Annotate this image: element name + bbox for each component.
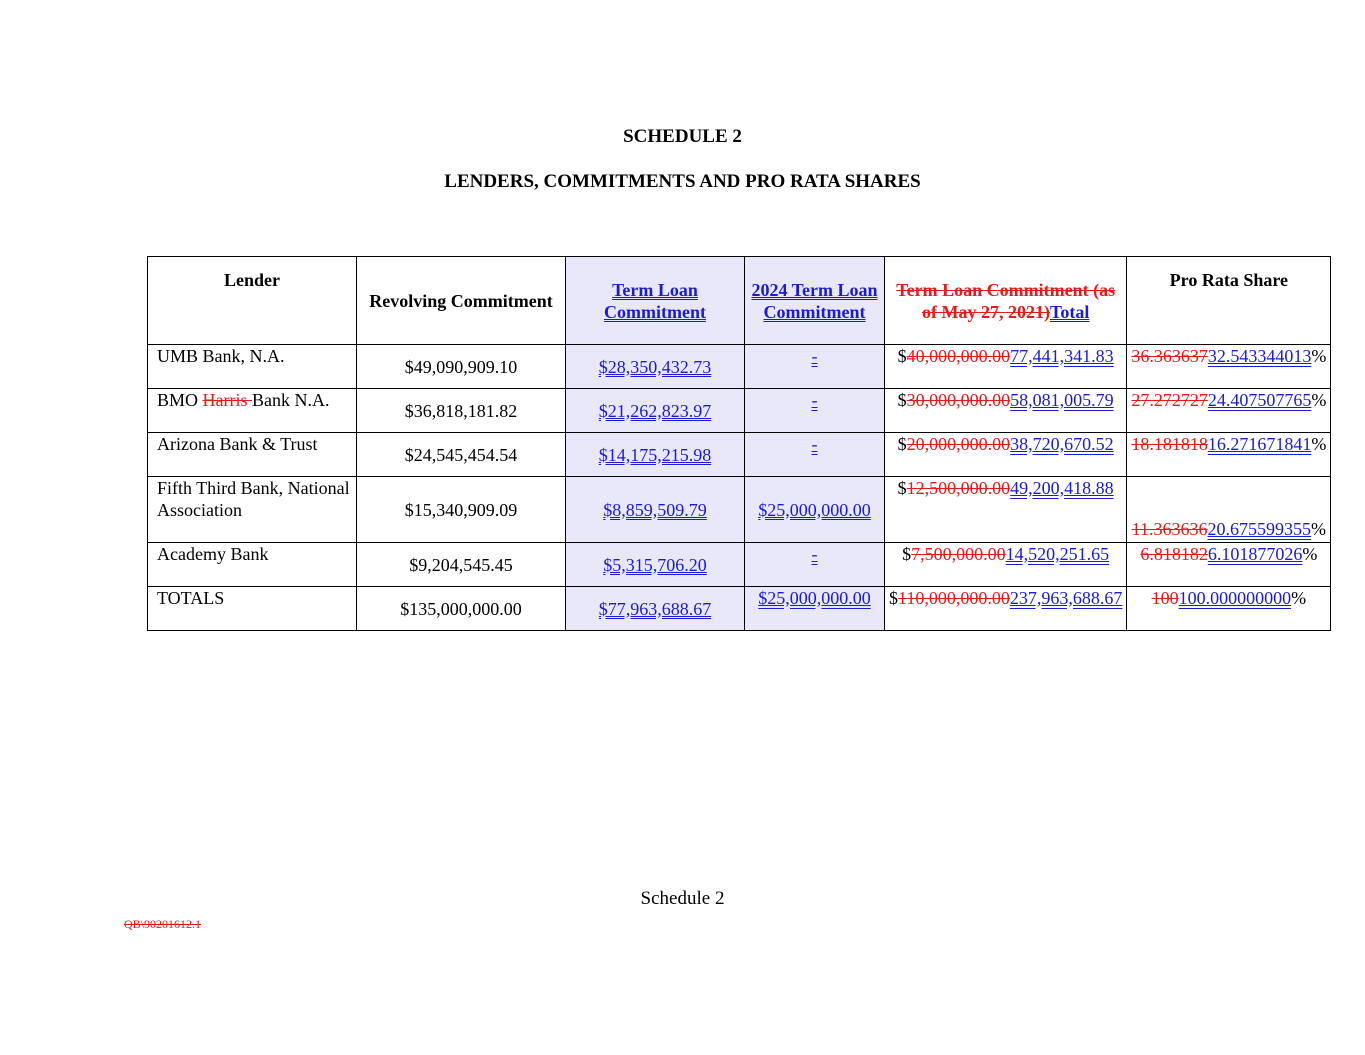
term-2024-value: - [811,434,818,454]
lenders-table [147,256,1331,631]
term-2024-value: - [811,544,818,564]
table-row [148,587,1331,631]
revolving-commitment: $24,545,454.54 [357,433,566,477]
share-suffix: % [1311,346,1327,366]
share-suffix: % [1302,544,1318,564]
schedule-subtitle: LENDERS, COMMITMENTS AND PRO RATA SHARES [444,171,921,192]
lender-name-after: Bank N.A. [252,390,330,410]
share-inserted: 32.543344013 [1207,346,1312,366]
total-commitment [885,477,1127,543]
term-loan-commitment [566,477,745,543]
header-pro-rata: Pro Rata Share [1127,257,1331,345]
term-2024-commitment [745,477,885,543]
pro-rata-share [1127,433,1331,477]
total-commitment [885,389,1127,433]
lender-name-text: Academy Bank [157,544,269,564]
page-footer: Schedule 2 [640,888,725,909]
term-2024-value: - [811,346,818,366]
total-prefix: $ [897,434,907,454]
lender-name [148,433,357,477]
total-inserted: 49,200,418.88 [1010,478,1114,498]
lender-name [148,543,357,587]
term-2024-commitment [745,587,885,631]
table-row [148,543,1331,587]
total-prefix: $ [897,478,907,498]
lender-name-text: BMO [157,390,203,410]
total-prefix: $ [897,346,907,366]
term-loan-value: $28,350,432.73 [598,356,712,377]
total-deleted: 30,000,000.00 [906,390,1011,410]
term-2024-value: - [811,390,818,410]
term-2024-value: $25,000,000.00 [758,499,871,520]
share-deleted: 18.181818 [1131,434,1208,454]
table-header-row [148,257,1331,345]
total-inserted: 58,081,005.79 [1010,390,1114,410]
share-inserted: 100.000000000 [1178,588,1292,608]
term-loan-value: $8,859,509.79 [603,499,707,520]
term-loan-value: $21,262,823.97 [598,400,712,421]
lender-name [148,477,357,543]
table-row [148,433,1331,477]
pro-rata-share [1127,543,1331,587]
lender-name-text: UMB Bank, N.A. [157,346,285,366]
share-suffix: % [1311,390,1327,410]
share-deleted: 36.363637 [1131,346,1208,366]
lender-name-text: Fifth Third Bank, National Association [157,478,350,520]
term-loan-commitment [566,389,745,433]
revolving-commitment: $135,000,000.00 [357,587,566,631]
term-loan-commitment [566,345,745,389]
share-inserted: 6.101877026 [1207,544,1303,564]
table-row [148,345,1331,389]
total-inserted: 77,441,341.83 [1010,346,1114,366]
lender-name-text: TOTALS [157,588,225,608]
term-2024-commitment [745,345,885,389]
table-row [148,389,1331,433]
share-deleted: 100 [1151,588,1179,608]
total-commitment [885,433,1127,477]
share-suffix: % [1311,519,1327,539]
share-inserted: 16.271671841 [1207,434,1312,454]
term-loan-commitment [566,587,745,631]
header-2024-term-text: 2024 Term Loan Commitment [751,279,878,322]
header-term-loan-text: Term Loan Commitment [604,279,706,322]
schedule-title: SCHEDULE 2 [623,126,742,147]
term-2024-commitment [745,433,885,477]
pro-rata-share [1127,389,1331,433]
lender-name [148,389,357,433]
lender-name [148,345,357,389]
header-total [885,257,1127,345]
total-deleted: 20,000,000.00 [906,434,1011,454]
revolving-commitment: $9,204,545.45 [357,543,566,587]
total-deleted: 12,500,000.00 [906,478,1011,498]
total-deleted: 40,000,000.00 [906,346,1011,366]
term-loan-commitment [566,433,745,477]
share-inserted: 24.407507765 [1207,390,1312,410]
header-lender: Lender [148,257,357,345]
total-deleted: 7,500,000.00 [911,544,1006,564]
share-deleted: 11.363636 [1131,519,1208,539]
total-prefix: $ [889,588,898,608]
lender-name [148,587,357,631]
total-prefix: $ [902,544,912,564]
total-commitment [885,587,1127,631]
term-loan-value: $5,315,706.20 [603,554,707,575]
lender-name-deleted: Harris [202,390,252,410]
share-suffix: % [1291,588,1307,608]
share-deleted: 27.272727 [1131,390,1208,410]
share-inserted: 20.675599355 [1207,519,1312,539]
total-inserted: 38,720,670.52 [1010,434,1114,454]
header-old-term-deleted: Term Loan Commitment (as of May 27, 2021) [896,279,1116,322]
pro-rata-share [1127,477,1331,543]
total-commitment [885,543,1127,587]
revolving-commitment: $49,090,909.10 [357,345,566,389]
term-2024-value: $25,000,000.00 [758,588,871,608]
term-2024-commitment [745,543,885,587]
term-loan-value: $77,963,688.67 [598,598,712,619]
header-term-loan [566,257,745,345]
revolving-commitment: $15,340,909.09 [357,477,566,543]
revolving-commitment: $36,818,181.82 [357,389,566,433]
pro-rata-share [1127,587,1331,631]
share-suffix: % [1311,434,1327,454]
total-deleted: 110,000,000.00 [898,588,1010,608]
term-loan-value: $14,175,215.98 [598,444,712,465]
term-2024-commitment [745,389,885,433]
total-inserted: 237,963,688.67 [1009,588,1123,608]
total-commitment [885,345,1127,389]
document-id: QB\90201612.1 [124,917,202,931]
header-total-inserted: Total [1049,301,1090,322]
pro-rata-share [1127,345,1331,389]
total-prefix: $ [897,390,907,410]
term-loan-commitment [566,543,745,587]
header-revolving: Revolving Commitment [357,257,566,345]
share-deleted: 6.818182 [1140,544,1208,564]
table-row [148,477,1331,543]
header-2024-term [745,257,885,345]
lender-name-text: Arizona Bank & Trust [157,434,318,454]
total-inserted: 14,520,251.65 [1005,544,1110,564]
